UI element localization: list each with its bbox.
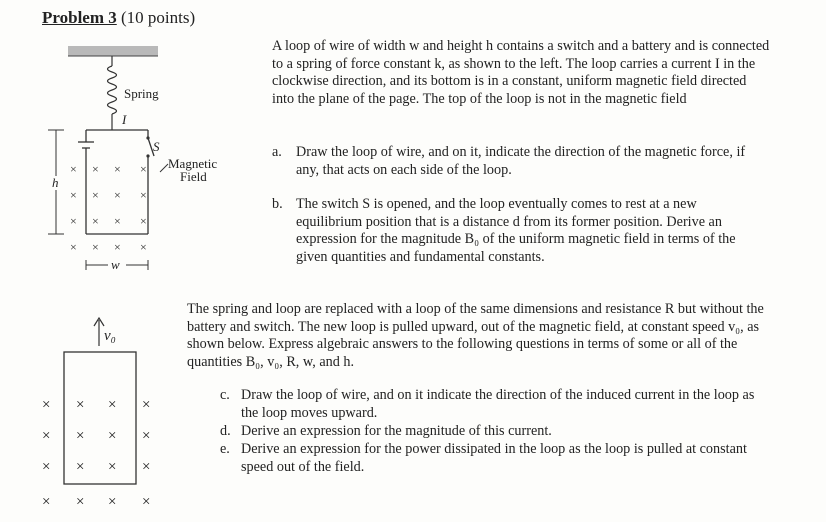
- problem-number: Problem 3: [42, 8, 117, 27]
- svg-text:×: ×: [42, 459, 51, 475]
- svg-text:×: ×: [42, 397, 51, 413]
- current-label: I: [122, 112, 127, 127]
- part-a-text: Draw the loop of wire, and on it, indicate the direction of the magnetic force, if any, that acts on each side of the loop.: [296, 144, 746, 178]
- svg-text:×: ×: [70, 214, 77, 228]
- svg-text:×: ×: [114, 162, 121, 176]
- svg-text:×: ×: [114, 240, 121, 254]
- part-c-label: c.: [220, 387, 230, 403]
- part-d-label: d.: [220, 423, 231, 439]
- spring-label: Spring: [124, 86, 159, 101]
- svg-text:×: ×: [140, 188, 147, 202]
- svg-text:×: ×: [76, 428, 85, 444]
- svg-text:×: ×: [42, 494, 51, 510]
- part-c-text: Draw the loop of wire, and on it indicate the direction of the induced current in the loop as the loop moves upward.: [241, 387, 755, 421]
- height-label: h: [52, 175, 59, 190]
- field-label-1: Magnetic: [168, 156, 218, 171]
- pulled-loop-diagram: [34, 310, 174, 516]
- svg-text:×: ×: [114, 214, 121, 228]
- svg-text:×: ×: [142, 494, 151, 510]
- svg-text:×: ×: [92, 214, 99, 228]
- part-a: [272, 144, 766, 179]
- part-b-label: b.: [272, 196, 283, 212]
- field-marks-2: [42, 397, 150, 510]
- svg-text:×: ×: [142, 459, 151, 475]
- svg-text:×: ×: [142, 397, 151, 413]
- svg-text:×: ×: [70, 188, 77, 202]
- switch-label: S: [153, 139, 160, 154]
- part-e-text: Derive an expression for the power dissipated in the loop as the loop is pulled at constant speed out of the field.: [241, 441, 747, 475]
- svg-text:×: ×: [76, 459, 85, 475]
- second-intro-paragraph: The spring and loop are replaced with a loop of the same dimensions and resistance R but without the battery and switch. The new loop is pulled upward, out of the magnetic field, at constant speed v₀, as shown below. Express algebraic answers to the following questions in terms of some or all of the quantities B₀, v₀, R, w, and h.: [187, 301, 764, 370]
- intro-paragraph: A loop of wire of width w and height h contains a switch and a battery and is connected to a spring of force constant k, as shown to the left. The loop carries a current I in the clockwise direction, and its bottom is in a constant, uniform magnetic field directed into the plane of the page. The top of the loop is not in the magnetic field: [272, 38, 770, 107]
- svg-text:×: ×: [92, 240, 99, 254]
- velocity-label: v₀: [104, 328, 116, 344]
- svg-text:×: ×: [114, 188, 121, 202]
- svg-text:×: ×: [42, 428, 51, 444]
- svg-text:×: ×: [108, 459, 117, 475]
- part-e-label: e.: [220, 441, 230, 457]
- svg-text:×: ×: [108, 494, 117, 510]
- problem-points: (10 points): [121, 8, 196, 27]
- svg-text:×: ×: [92, 188, 99, 202]
- ceiling: [68, 46, 158, 56]
- part-d-text: Derive an expression for the magnitude of this current.: [241, 423, 552, 439]
- velocity-arrow: [94, 318, 104, 346]
- part-e: [220, 441, 760, 476]
- field-label-2: Field: [180, 169, 207, 184]
- svg-text:×: ×: [142, 428, 151, 444]
- width-label: w: [111, 257, 120, 272]
- battery: [78, 142, 94, 148]
- svg-text:×: ×: [92, 162, 99, 176]
- part-b-text: The switch S is opened, and the loop eventually comes to rest at a new equilibrium position that is a distance d from its former position. Derive an expression for the magnitude B₀ of the uniform magnetic field in terms of the given quantities and fundamental constants.: [296, 196, 736, 265]
- part-b: [272, 196, 766, 266]
- svg-text:×: ×: [108, 397, 117, 413]
- spring: [108, 56, 117, 130]
- svg-text:×: ×: [76, 494, 85, 510]
- svg-text:×: ×: [140, 214, 147, 228]
- svg-text:×: ×: [140, 240, 147, 254]
- svg-text:×: ×: [140, 162, 147, 176]
- spring-loop-diagram: [40, 38, 240, 276]
- svg-text:×: ×: [70, 162, 77, 176]
- part-d: [220, 423, 760, 441]
- problem-title: [42, 8, 195, 28]
- svg-text:×: ×: [76, 397, 85, 413]
- moving-loop: [64, 352, 136, 484]
- part-a-label: a.: [272, 144, 282, 160]
- svg-text:×: ×: [70, 240, 77, 254]
- part-c: [220, 387, 760, 422]
- svg-text:×: ×: [108, 428, 117, 444]
- field-marks-1: [70, 162, 147, 254]
